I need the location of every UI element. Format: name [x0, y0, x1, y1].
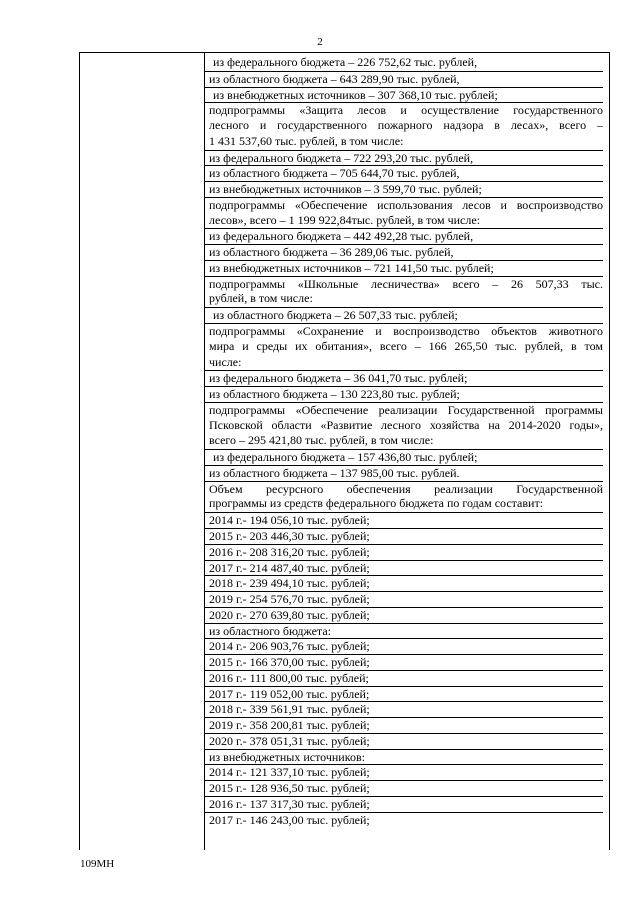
text-line: программы из средств федерального бюджета по годам составит: [209, 496, 544, 511]
text-line: из областного бюджета: [205, 623, 603, 639]
text-line: Объем ресурсного обеспечения реализации Государственной [205, 481, 603, 497]
text-line: из областного бюджета – 705 644,70 тыс. рублей, [205, 165, 603, 181]
text-line: из областного бюджета – 36 289,06 тыс. рублей, [205, 244, 603, 260]
page-number: 2 [317, 36, 323, 48]
text-line: из областного бюджета – 137 985,00 тыс. рублей. [205, 465, 603, 481]
text-line: из федерального бюджета – 722 293,20 тыс. рублей, [205, 150, 603, 166]
text-line: 2019 г.- 358 200,81 тыс. рублей; [205, 717, 603, 733]
text-line: 2016 г.- 208 316,20 тыс. рублей; [205, 544, 603, 560]
text-line: числе: [209, 354, 242, 369]
text-line: всего – 295 421,80 тыс. рублей, в том числе: [209, 433, 434, 448]
text-line: 2015 г.- 203 446,30 тыс. рублей; [205, 528, 603, 544]
text-line: из областного бюджета – 26 507,33 тыс. рублей; [205, 307, 603, 323]
text-line: подпрограммы «Обеспечение реализации Государственной программы [205, 402, 603, 418]
text-line: 2017 г.- 119 052,00 тыс. рублей; [205, 686, 603, 702]
text-line: лесов», всего – 1 199 922,84тыс. рублей, в том числе: [209, 212, 481, 227]
text-line: подпрограммы «Защита лесов и осуществление государственного [205, 102, 603, 118]
text-line: подпрограммы «Сохранение и воспроизводство объектов животного [205, 323, 603, 339]
table-text-cell [205, 55, 603, 828]
text-line: 2015 г.- 166 370,00 тыс. рублей; [205, 654, 603, 670]
text-line: из федерального бюджета – 36 041,70 тыс. рублей; [205, 370, 603, 386]
text-line: из внебюджетных источников – 721 141,50 тыс. рублей; [205, 260, 603, 276]
text-line: из внебюджетных источников: [205, 749, 603, 765]
text-line: 2014 г.- 194 056,10 тыс. рублей; [205, 512, 603, 528]
text-line: 2020 г.- 378 051,31 тыс. рублей; [205, 733, 603, 749]
text-line: мира и среды их обитания», всего – 166 265,50 тыс. рублей, в том [209, 338, 603, 353]
text-line: из федерального бюджета – 442 492,28 тыс. рублей, [205, 228, 603, 244]
text-line: из федерального бюджета – 157 436,80 тыс. рублей; [205, 449, 603, 465]
text-line: лесного и государственного пожарного надзора в лесах», всего – [209, 118, 603, 133]
resource-table [79, 52, 610, 850]
text-line: 2017 г.- 214 487,40 тыс. рублей; [205, 560, 603, 576]
text-line: из внебюджетных источников – 307 368,10 тыс. рублей; [205, 87, 603, 103]
text-line: 2016 г.- 137 317,30 тыс. рублей; [205, 796, 603, 812]
text-line: 2019 г.- 254 576,70 тыс. рублей; [205, 591, 603, 607]
text-line: из внебюджетных источников – 3 599,70 тыс. рублей; [205, 181, 603, 197]
text-line: рублей, в том числе: [209, 291, 313, 306]
text-line: 2018 г.- 239 494,10 тыс. рублей; [205, 575, 603, 591]
text-line: подпрограммы «Обеспечение использования лесов и воспроизводство [205, 197, 603, 213]
text-line: из федерального бюджета – 226 752,62 тыс. рублей, [213, 55, 478, 69]
text-line: 2014 г.- 121 337,10 тыс. рублей; [205, 764, 603, 780]
text-line: 1 431 537,60 тыс. рублей, в том числе: [209, 133, 404, 148]
text-line: из областного бюджета – 130 223,80 тыс. рублей; [205, 386, 603, 402]
text-line: 2014 г.- 206 903,76 тыс. рублей; [205, 638, 603, 654]
text-line: из областного бюджета – 643 289,90 тыс. рублей, [205, 71, 603, 87]
text-line: 2020 г.- 270 639,80 тыс. рублей; [205, 607, 603, 623]
text-line: 2017 г.- 146 243,00 тыс. рублей; [205, 812, 603, 828]
text-line: 2015 г.- 128 936,50 тыс. рублей; [205, 780, 603, 796]
footer-code: 109МН [80, 858, 115, 870]
text-line: 2018 г.- 339 561,91 тыс. рублей; [205, 701, 603, 717]
text-line: Псковской области «Развитие лесного хозяйства на 2014-2020 годы», [209, 417, 603, 432]
text-line: 2016 г.- 111 800,00 тыс. рублей; [205, 670, 603, 686]
text-line: подпрограммы «Школьные лесничества» всего – 26 507,33 тыс. [205, 276, 603, 292]
